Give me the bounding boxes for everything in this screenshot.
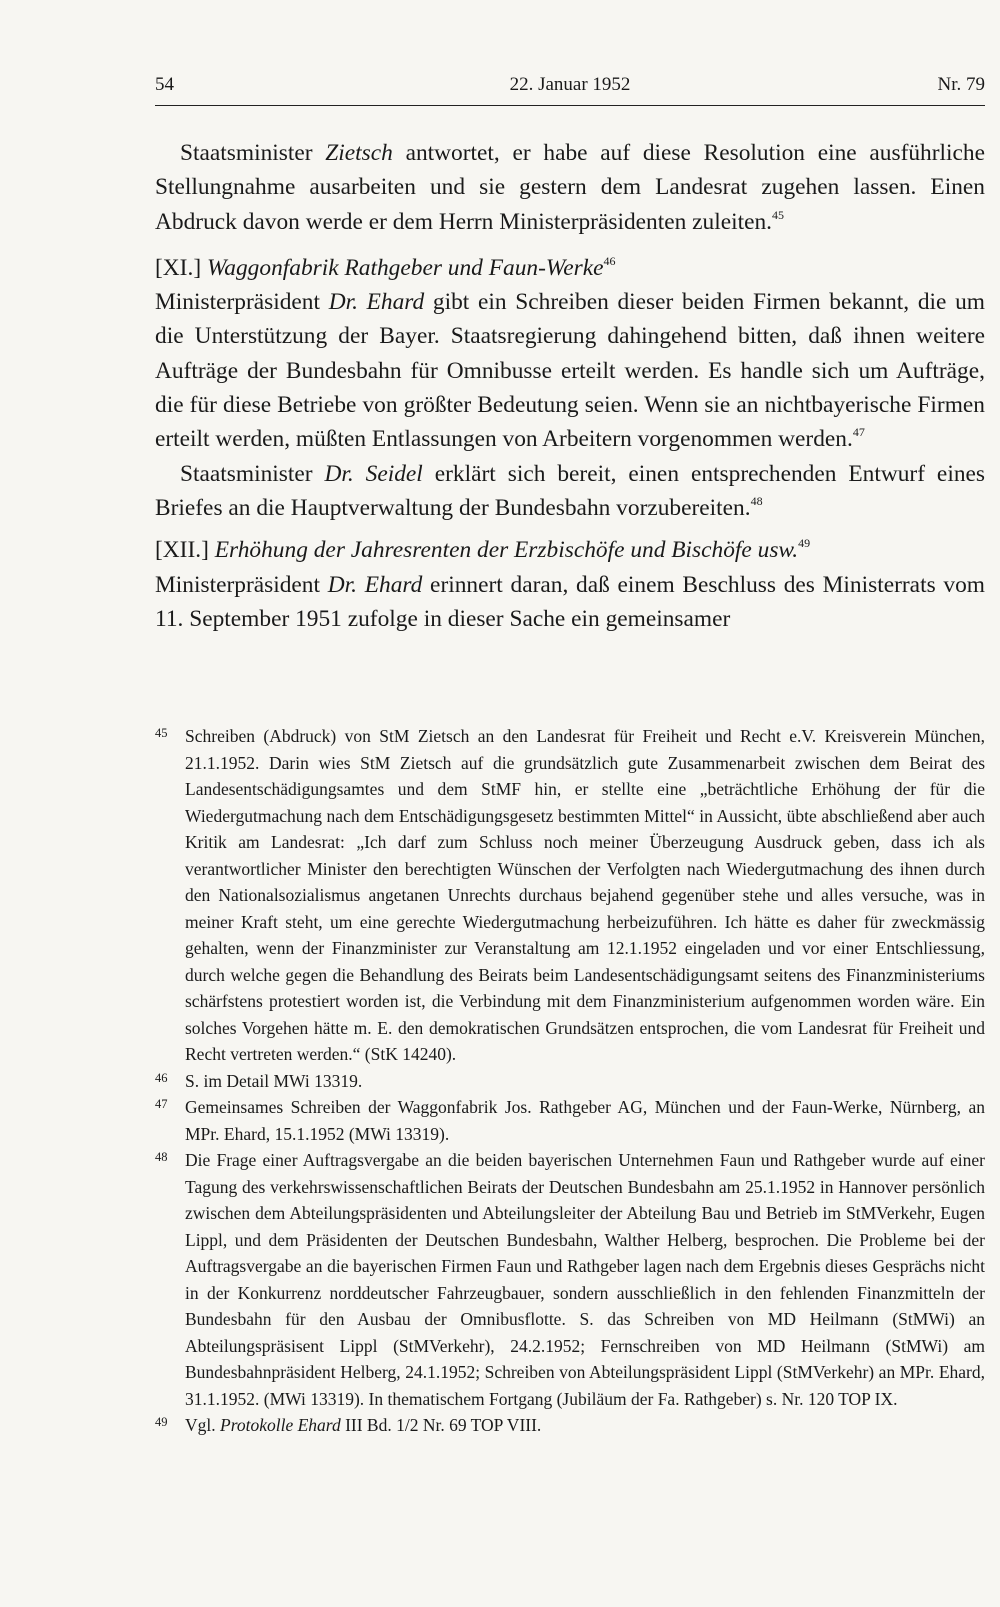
- footnote-ref-45[interactable]: 45: [772, 207, 785, 222]
- section-title: Waggonfabrik Rathgeber und Faun-Werke: [201, 254, 604, 281]
- footnote-ref-47[interactable]: 47: [852, 425, 865, 440]
- footnote-text: Gemeinsames Schreiben der Waggonfabrik Jos. Rathgeber AG, München und der Faun-Werke, Nürnberg, an MPr. Ehard, 15.1.1952 (MWi 13319).: [185, 1097, 985, 1144]
- footnote-ref-46[interactable]: 46: [603, 253, 616, 268]
- footnote-number: 49: [155, 1415, 168, 1429]
- footnote-number: 48: [155, 1150, 168, 1164]
- section-heading-xi: [155, 251, 985, 285]
- header-issue-number: Nr. 79: [937, 74, 985, 95]
- paragraph-ehard-2: [155, 568, 985, 637]
- footnotes: [155, 723, 985, 1439]
- footnote-text: S. im Detail MWi 13319.: [185, 1070, 363, 1091]
- footnote-text: Schreiben (Abdruck) von StM Zietsch an den Landesrat für Freiheit und Recht e.V. Kreisverein München, 21.1.1952. Darin wies StM Zietsch auf die grundsätzlich gute Zusammenarbeit zwischen dem Beirat des Landesentschädigungsamtes und dem StMF hin, er stellte eine „beträchtliche Erhöhung der für die Wiedergutmachung nach dem Entschädigungsgesetz bestimmten Mittel“ in Aussicht, übte abschließend aber auch Kritik am Landesrat: „Ich darf zum Schluss noch meiner Überzeugung Ausdruck geben, dass ich als verantwortlicher Minister den berechtigten Wünschen der Verfolgten nach Wiedergutmachung des ihnen durch den Nationalsozialismus angetanen Unrechts durchaus bejahend gegenüber stehe und alles versuche, was in meiner Kraft steht, um eine gerechte Wiedergutmachung herbeizuführen. Ich hätte es daher für zweckmässig gehalten, wenn der Finanzminister zur Veranstaltung am 12.1.1952 eingeladen und vor einer Entschliessung, durch welche gegen die Behandlung des Beirats beim Landesentschädigungsamt seitens des Finanzministeriums schärfstens protestiert worden ist, die Verbindung mit dem Finanzministerium aufgenommen worden wäre. Ein solches Vorgehen hätte m. E. den demokratischen Grundsätzen entsprochen, die vom Landesrat für Freiheit und Recht vertreten werden.“ (StK 14240).: [185, 726, 985, 1064]
- footnote-ref-49[interactable]: 49: [798, 536, 811, 551]
- text-span: antwortet, er habe auf diese Resolution eine ausführliche Stellungnahme ausarbeiten und sie gestern dem Landesrat zugehen lassen. Einen Abdruck davon werde er dem Herrn Ministerpräsidenten zuleiten.: [155, 140, 985, 235]
- footnote-48: [155, 1147, 985, 1412]
- footnote-47: [155, 1094, 985, 1147]
- footnote-number: 47: [155, 1097, 168, 1111]
- main-text: [155, 136, 985, 636]
- section-heading-xii: [155, 533, 985, 567]
- text-span: erklärt sich bereit, einen entsprechenden Entwurf eines Briefes an die Hauptverwaltung der Bundesbahn vorzubereiten.: [155, 460, 985, 521]
- text-span: Ministerpräsident: [155, 571, 328, 598]
- text-span: Staatsminister: [180, 140, 326, 166]
- footnote-text: III Bd. 1/2 Nr. 69 TOP VIII.: [340, 1415, 542, 1435]
- title-dr: Dr.: [324, 460, 354, 487]
- text-span: gibt ein Schreiben dieser beiden Firmen bekannt, die um die Unterstützung der Bayer. Staatsregierung dahingehend bitten, daß ihnen weitere Aufträge der Bundesbahn für Omnibusse erteilt werden. Es handle sich um Aufträge, die für diese Betriebe von größter Bedeutung seien. Wenn sie an nichtbayerische Firmen erteilt werden, müßten Entlassungen von Arbeitern vorgenommen werden.: [155, 289, 985, 453]
- footnote-number: 45: [155, 726, 168, 740]
- title-dr: Dr.: [328, 289, 358, 316]
- text-span: Staatsminister: [180, 460, 325, 487]
- section-number: [XI.]: [155, 254, 202, 281]
- text-span: erinnert daran, daß einem Beschluss des Ministerrats vom 11. September 1951 zufolge in dieser Sache ein gemeinsamer: [155, 571, 985, 632]
- page-number: 54: [155, 74, 174, 95]
- title-dr: Dr.: [327, 571, 357, 598]
- footnote-49: [155, 1412, 985, 1439]
- header-rule: [155, 105, 985, 106]
- footnote-citation-title: Protokolle Ehard: [220, 1415, 341, 1435]
- running-header: [155, 74, 985, 102]
- paragraph-zietsch: [155, 136, 985, 239]
- text-span: Ministerpräsident: [155, 289, 329, 316]
- paragraph-ehard-1: [155, 285, 985, 456]
- footnote-46: [155, 1068, 985, 1095]
- speaker-name: Ehard: [356, 571, 423, 598]
- footnote-ref-48[interactable]: 48: [750, 493, 763, 508]
- paragraph-seidel: [155, 457, 985, 526]
- footnote-number: 46: [155, 1070, 168, 1085]
- footnote-text: Vgl.: [185, 1415, 220, 1435]
- speaker-name: Ehard: [357, 289, 425, 316]
- section-title: Erhöhung der Jahresrenten der Erzbischöfe und Bischöfe usw.: [208, 537, 799, 564]
- header-date: 22. Januar 1952: [509, 74, 631, 95]
- speaker-name: Seidel: [353, 460, 423, 487]
- footnote-45: [155, 723, 985, 1068]
- speaker-name: Zietsch: [325, 140, 393, 166]
- section-number: [XII.]: [155, 537, 209, 564]
- footnote-text: Die Frage einer Auftragsvergabe an die beiden bayerischen Unternehmen Faun und Rathgeber wurde auf einer Tagung des verkehrswissenschaftlichen Beirats der Deutschen Bundesbahn am 25.1.1952 in Hannover persönlich zwischen dem Abteilungspräsidenten und Abteilungsleiter der Abteilung Bau und Betrieb im StMVerkehr, Eugen Lippl, und dem Präsidenten der Deutschen Bundesbahn, Walther Helberg, besprochen. Die Probleme bei der Auftragsvergabe an die bayerischen Firmen Faun und Rathgeber lagen nach dem Ergebnis dieses Gesprächs nicht in der Konkurrenz norddeutscher Fahrzeugbauer, sondern ausschließlich in den fehlenden Finanzmitteln der Bundesbahn für den Ausbau der Omnibusflotte. S. das Schreiben von MD Heilmann (StMWi) an Abteilungspräsisent Lippl (StMVerkehr), 24.2.1952; Fernschreiben von MD Heilmann (StMWi) am Bundesbahnpräsident Helberg, 24.1.1952; Schreiben von Abteilungspräsident Lippl (StMVerkehr) an MPr. Ehard, 31.1.1952. (MWi 13319). In thematischem Fortgang (Jubiläum der Fa. Rathgeber) s. Nr. 120 TOP IX.: [185, 1150, 985, 1409]
